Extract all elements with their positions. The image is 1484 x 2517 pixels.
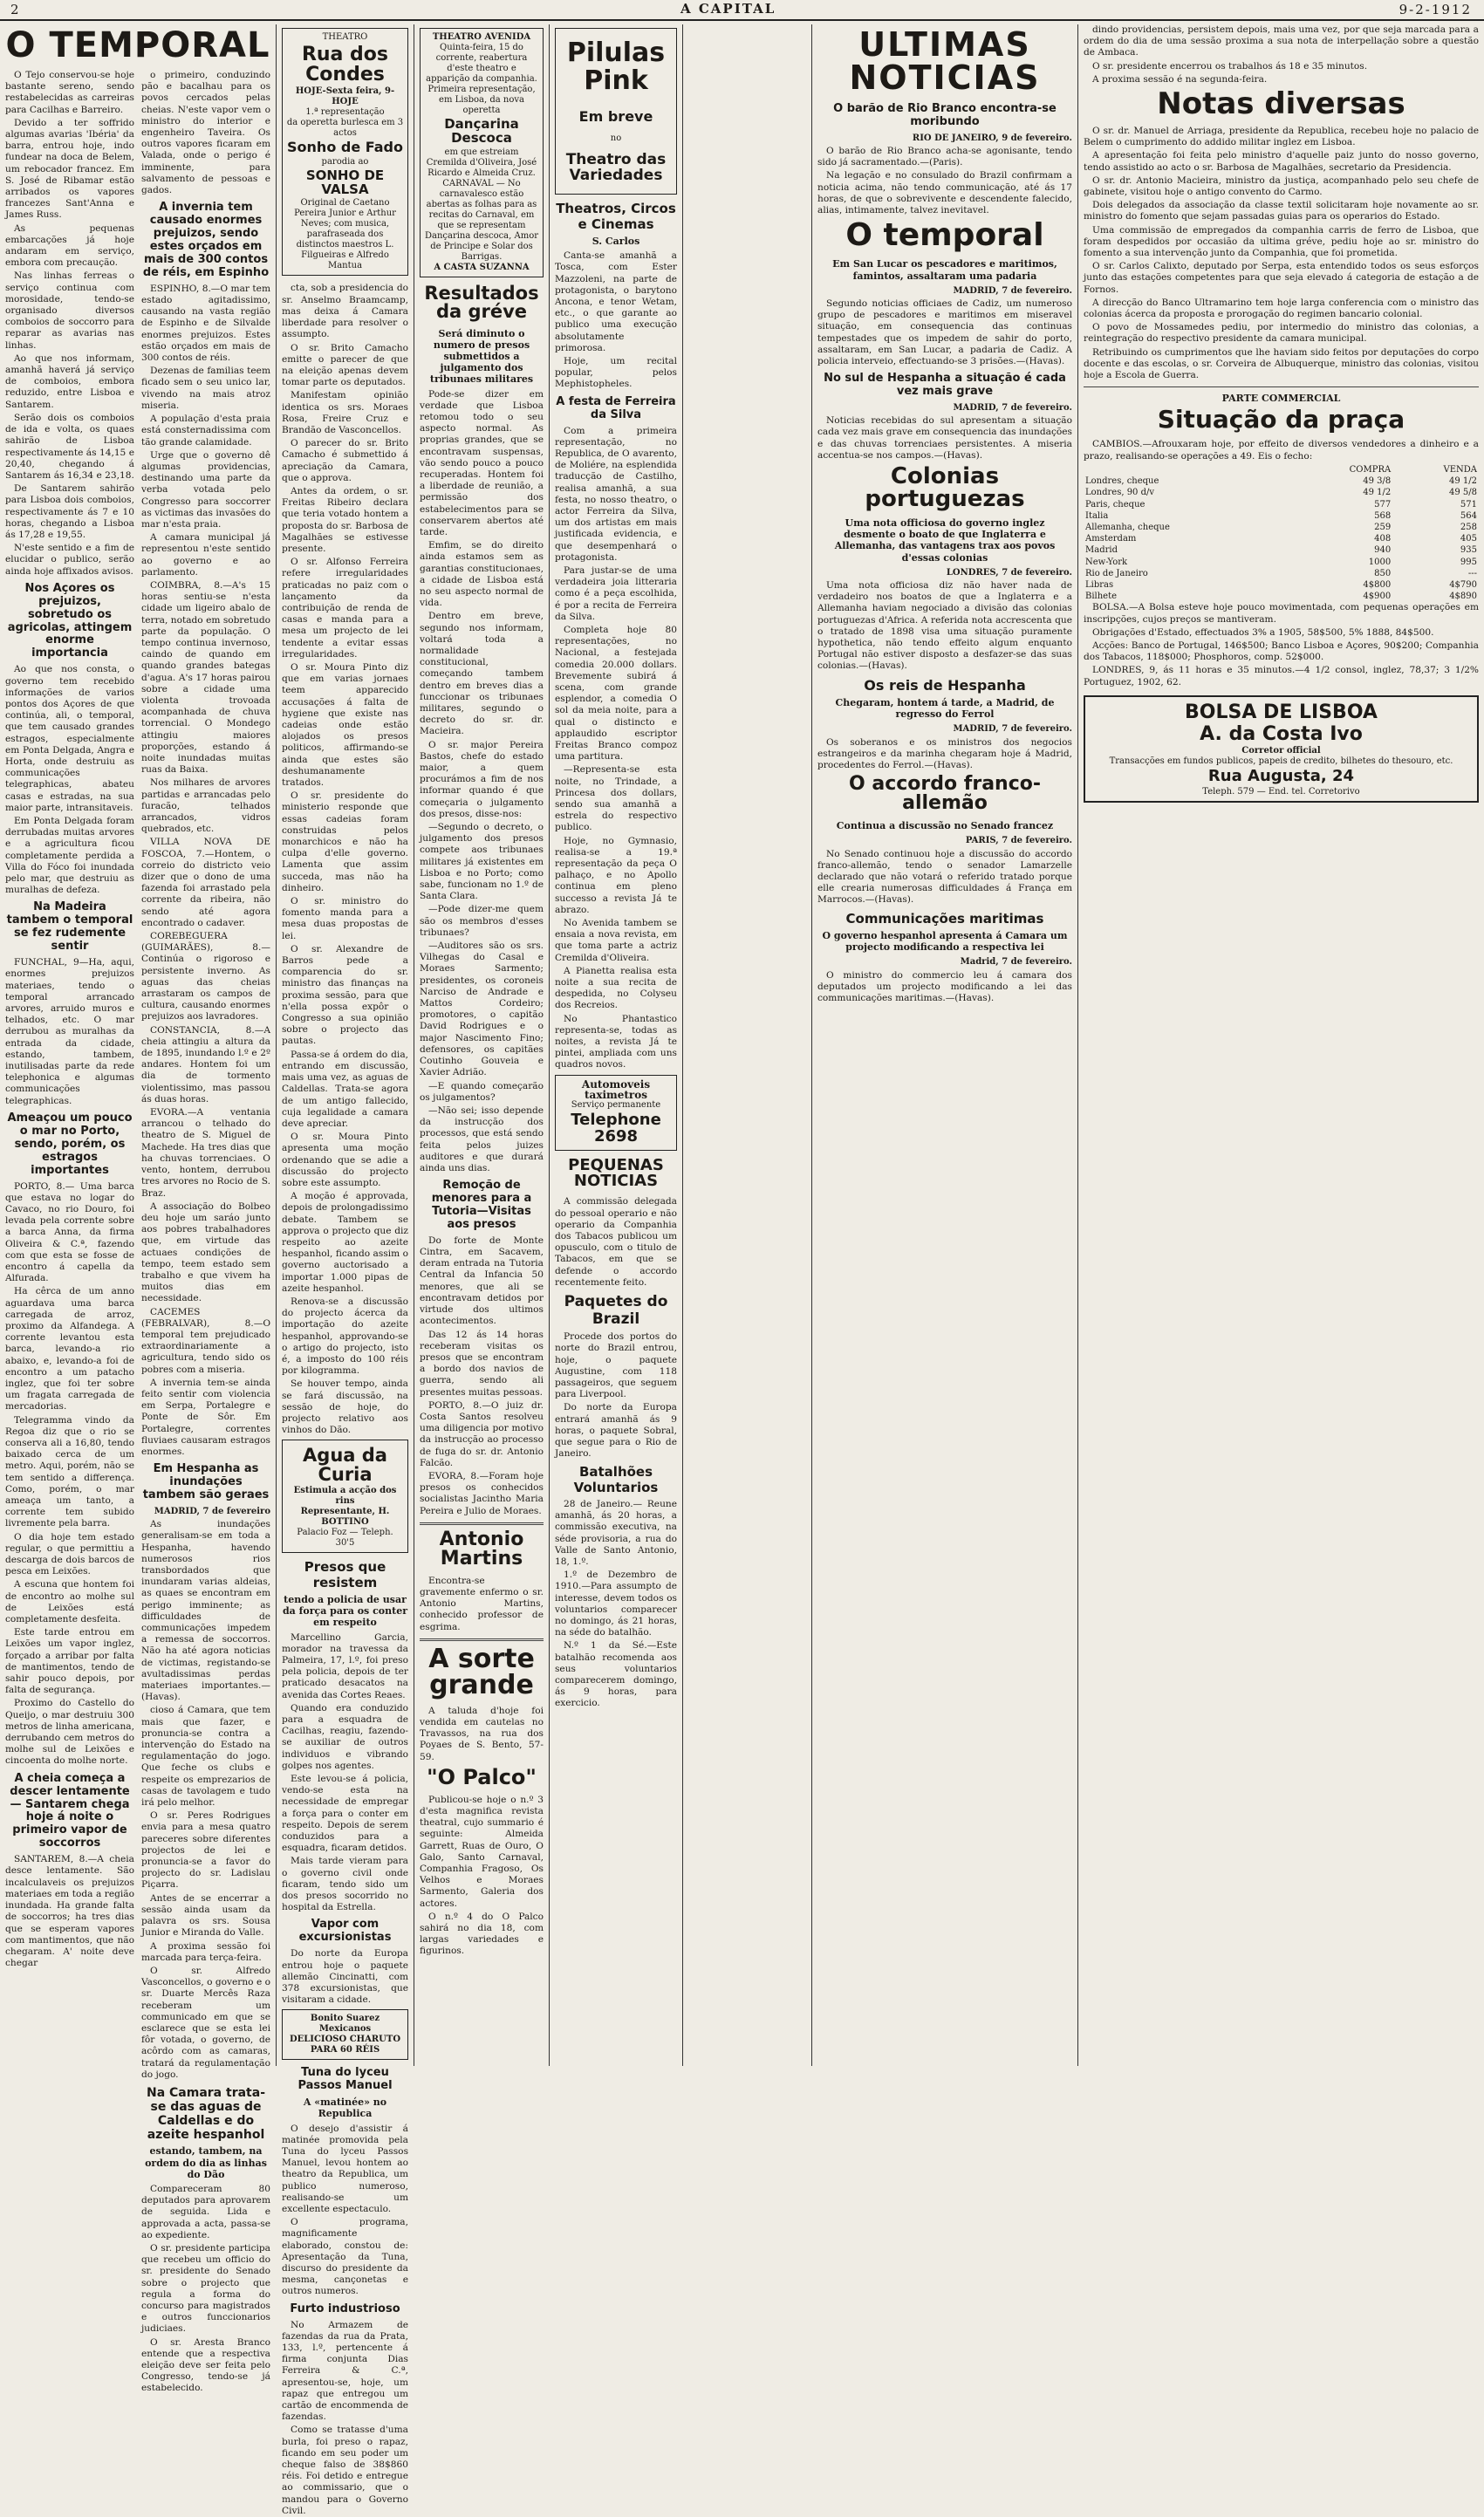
- paragraph: Procede dos portos do norte do Brazil entrou, hoje, o paquete Augustine, com 118 passageiros, que seguem para Liverpool.: [555, 1331, 677, 1400]
- section-subheading: A «matinée» no Republica: [303, 2096, 387, 2120]
- ad-agua-da-curia: [282, 1440, 408, 1553]
- table-cell: 940: [1374, 545, 1392, 556]
- paragraph: Acções: Banco de Portugal, 146$500; Banco Lisboa e Açores, 90$200; Companhia dos Tabacos, 118$000; Phosphoros, comp. 52$000.: [1084, 640, 1479, 663]
- ad-line: Transacções em fundos publicos, papeis de credito, bilhetes do thesouro, etc.: [1109, 756, 1453, 766]
- ad-line: THEATRO AVENIDA: [432, 32, 531, 42]
- ad-title: A. da Costa Ivo: [1200, 722, 1363, 745]
- section-subheading: S. Carlos: [592, 235, 640, 247]
- paragraph: CONSTANCIA, 8.—A cheia attingiu a altura da de 1895, inundando l.º e 2º andares. Hontem foi um dia de tormento violentissimo, mas passou ás duas horas.: [141, 1024, 270, 1105]
- section-heading: A festa de Ferreira da Silva: [556, 394, 676, 421]
- dateline: RIO DE JANEIRO, 9 de fevereiro.: [912, 133, 1072, 143]
- ad-line: Automoveis taximetros: [581, 1077, 651, 1101]
- paragraph: A proxima sessão foi marcada para terça-feira.: [141, 1940, 270, 1963]
- paragraph: O sr. Aresta Branco entende que a respectiva eleição deve ser feita pelo Congresso, tendo-se já estabelecido.: [141, 2336, 270, 2394]
- paragraph: O dia hoje tem estado regular, o que permittiu a descarga de dois barcos de pesca em Leixões.: [5, 1531, 134, 1577]
- table-cell: 405: [1460, 534, 1477, 544]
- paragraph: Manifestam opinião identica os srs. Moraes Rosa, Freire Cruz e Brandão de Vasconcellos.: [282, 390, 408, 435]
- paragraph: A apresentação foi feita pelo ministro d'aquelle paiz junto do nosso governo, tendo assistido ao acto o sr. Barbosa de Magalhães, secretario da Presidencia.: [1084, 150, 1479, 173]
- paragraph: SANTAREM, 8.—A cheia desce lentamente. São incalculaveis os prejuizos materiaes em toda a região inundada. Ha grande falta de soccorros; ha tres dias que se esperam vapores com mantimentos, que não chegaram. A' noite deve chegar: [5, 1854, 134, 1969]
- divider: [420, 1638, 544, 1641]
- paragraph: —Representa-se esta noite, no Trindade, a Princesa dos dollars, sendo sua amanhã a estrela do respectivo publico.: [555, 764, 677, 833]
- section-heading: Nos Açores os prejuizos, sobretudo os agricolas, attingem enorme importancia: [7, 581, 133, 660]
- paragraph: Do norte da Europa entrou hoje o paquete allemão Cincinatti, com 378 excursionistas, que visitaram a cidade.: [282, 1948, 408, 2006]
- page-number: 2: [10, 2, 21, 17]
- ad-line: parodia ao: [321, 156, 369, 167]
- section-heading: Na Camara trata-se das aguas de Caldellas e do azeite hespanhol: [146, 2085, 265, 2143]
- paragraph: A Pianetta realisa esta noite a sua recita de despedida, no Colyseu dos Recreios.: [555, 965, 677, 1011]
- paragraph: Hoje, no Gymnasio, realisa-se a 19.ª representação da peça O palhaço, e no Apollo continua em pleno successo a revista Já te abrazo.: [555, 835, 677, 915]
- ad-line: DELICIOSO CHARUTO PARA 60 RÉIS: [289, 2035, 401, 2055]
- table-cell: 259: [1374, 522, 1392, 532]
- table-cell: 258: [1460, 522, 1477, 532]
- section-heading: Batalhões Voluntarios: [573, 1464, 659, 1495]
- section-heading: Em Hespanha as inundações tambem são geraes: [142, 1462, 270, 1502]
- table-row: [1084, 557, 1479, 568]
- paragraph: Ao que nos informam, amanhã haverá já serviço de comboios, embora reduzido, entre Lisboa e Santarem.: [5, 352, 134, 410]
- ad-line: THEATRO: [322, 32, 368, 42]
- table-cell: Londres, cheque: [1085, 476, 1159, 487]
- table-row: [1084, 522, 1479, 533]
- table-header: COMPRA: [1349, 464, 1392, 475]
- table-cell: Amsterdam: [1085, 534, 1137, 544]
- paragraph: Dentro em breve, segundo nos informam, voltará toda a normalidade constitucional, começando tambem dentro em breves dias a funccionar os tribunaes militares, segundo o decreto do sr. dr. Macieira.: [420, 611, 544, 737]
- paragraph: CAMBIOS.—Afrouxaram hoje, por effeito de diversos vendedores a dinheiro e a prazo, realisando-se operações a 49. Eis o fecho:: [1084, 439, 1479, 462]
- ad-line: CARNAVAL — No carnavalesco estão abertas as folhas para as recitas do Carnaval, em que se representam Dançarina descoca, Amor de Principe e Solar dos Barrigas.: [424, 178, 539, 262]
- paragraph: O sr. ministro do fomento manda para a mesa duas propostas de lei.: [282, 896, 408, 941]
- paragraph: O ministro do commercio leu á camara dos deputados um projecto modificando a lei das communicações maritimas.—(Havas).: [817, 969, 1072, 1003]
- paragraph: Retribuindo os cumprimentos que lhe haviam sido feitos por deputações do corpo docente e das escolas, o sr. Corveira de Albuquerque, ministro das colonias, visitou hoje a Escola de Guerra.: [1084, 346, 1479, 381]
- paragraph: Para justar-se de uma verdadeira joia litteraria como é a peça escolhida, é por a recita de Ferreira da Silva.: [555, 564, 677, 622]
- paragraph: O sr. Peres Rodrigues envia para a mesa quatro pareceres sobre diferentes projectos de lei e pronuncia-se a favor do projecto do sr. Ladislau Piçarra.: [141, 1810, 270, 1891]
- paragraph: Canta-se amanhã a Tosca, com Ester Mazzoleni, na parte de protagonista, o barytono Ancona, e tenor Wetam, etc., o que garante ao publico uma execução absolutamente primorosa.: [555, 250, 677, 353]
- section-heading: Remoção de menores para a Tutoria—Visitas aos presos: [431, 1179, 532, 1231]
- table-cell: 850: [1374, 568, 1392, 578]
- section-subheading: Chegaram, hontem á tarde, a Madrid, de regresso do Ferrol: [835, 697, 1055, 721]
- paragraph: Compareceram 80 deputados para aprovarem de seguida. Lida e approvada a acta, passa-se ao expediente.: [141, 2183, 270, 2240]
- paragraph: LONDRES, 9, ás 11 horas e 35 minutos.—4 1/2 consol, inglez, 78,37; 3 1/2% Portuguez, 1902, 62.: [1084, 665, 1479, 687]
- dateline: PARIS, 7 de fevereiro.: [965, 836, 1072, 846]
- paragraph: EVORA, 8.—Foram hoje presos os conhecidos socialistas Jacintho Maria Pereira e Julio de Moraes.: [420, 1470, 544, 1516]
- issue-date: 9-2-1912: [1399, 2, 1472, 17]
- paragraph: Quando era conduzido para a esquadra de Cacilhas, reagiu, fazendo-se auxiliar de outros individuos e vibrando golpes nos agentes.: [282, 1702, 408, 1771]
- table-cell: Bilhete: [1085, 592, 1118, 602]
- table-cell: 995: [1460, 557, 1477, 567]
- section-heading: No sul de Hespanha a situação é cada vez mais grave: [824, 372, 1066, 399]
- paragraph: Mais tarde vieram para o governo civil onde ficaram, tendo sido um dos presos socorrido no hospital da Estrella.: [282, 1856, 408, 1913]
- section-heading: Vapor com excursionistas: [298, 1918, 392, 1945]
- table-cell: 577: [1374, 499, 1392, 510]
- paragraph: Ao que nos consta, o governo tem recebido informações de varios pontos dos Açores de que continúa, ali, o temporal, que tem causado grandes estragos, especialmente em Ponta Delgada, Angra e Horta, onde destruiu as communicações telegraphicas, abateu casas e estradas, na sua maior parte, intransitaveis.: [5, 664, 134, 813]
- paragraph: A taluda d'hoje foi vendida em cautelas no Travassos, na rua dos Poyaes de S. Bento, 57-59.: [420, 1705, 544, 1762]
- paragraph: Com a primeira representação, no Republica, de O avarento, de Moliére, na esplendida traducção de Castilho, realisa amanhã, a sua festa, no nosso theatro, o actor Ferreira da Silva, um dos artistas em mais justificada evidencia, e que desempenhará o protagonista.: [555, 425, 677, 563]
- paragraph: Do norte da Europa entrará amanhã ás 9 horas, o paquete Sobral, que segue para o Rio de Janeiro.: [555, 1402, 677, 1460]
- article-title: O TEMPORAL: [5, 25, 270, 65]
- table-cell: 408: [1374, 534, 1392, 544]
- table-cell: 571: [1460, 499, 1477, 510]
- section-heading: A cheia começa a descer lentamente — Santarem chega hoje á noite o primeiro vapor de soccorros: [10, 1771, 130, 1850]
- paragraph: Noticias recebidas do sul apresentam a situação cada vez mais grave em consequencia das inundações e das chuvas torrenciaes persistentes. A miseria accentua-se nos campos.—(Havas).: [817, 415, 1072, 461]
- ad-line: A CASTA SUZANNA: [434, 262, 530, 272]
- exchange-table: [1084, 464, 1479, 602]
- ad-line: Teleph. 579 — End. tel. Corretorivo: [1202, 786, 1360, 797]
- table-cell: Rio de Janeiro: [1085, 568, 1148, 578]
- ad-bolsa-de-lisboa: [1084, 695, 1479, 803]
- section-subheading: estando, tambem, na ordem do dia as linhas do Dão: [145, 2145, 267, 2180]
- paragraph: Se houver tempo, ainda se fará discussão, na sessão de hoje, do projecto relativo aos vinhos do Dão.: [282, 1378, 408, 1436]
- ad-title: Rua dos Condes: [301, 44, 389, 86]
- paragraph: —Segundo o decreto, o julgamento dos presos compete aos tribunaes militares já existentes em Lisboa e no Porto; como sabe, funcionam no 1.º de Santa Clara.: [420, 822, 544, 902]
- table-row: [1084, 487, 1479, 498]
- paragraph: O povo de Mossamedes pediu, por intermedio do ministro das colonias, a reintegração do respectivo presidente da camara municipal.: [1084, 322, 1479, 345]
- section-subheading: tendo a policia de usar da força para os conter em respeito: [282, 1593, 407, 1629]
- paragraph: O sr. Moura Pinto apresenta uma moção ordenando que se adie a discussão do projecto sobre este assumpto.: [282, 1132, 408, 1188]
- paragraph: —Auditores são os srs. Vilhegas do Casal e Moraes Sarmento; presidentes, os coroneis Narciso de Andrade e Mattos Cordeiro; promotores, o capitão David Rodrigues e o major Nascimento Fino; defensores, os capitães Coutinho Gouveia e Xavier Adrião.: [420, 940, 544, 1078]
- paragraph: o primeiro, conduzindo pão e bacalhau para os povos cercados pelas cheias. N'este vapor vem o ministro do interior e engenheiro Taveira. Os outros vapores ficaram em Valada, onde o perigo é imminente, para salvamento de pessoas e gados.: [141, 70, 270, 196]
- dateline: Madrid, 7 de fevereiro.: [960, 957, 1072, 968]
- ad-title: Agua da Curia: [303, 1445, 387, 1486]
- section-heading: Presos que resistem: [304, 1559, 386, 1590]
- table-cell: Libras: [1085, 579, 1114, 590]
- ad-line: Estimula a acção dos rins: [293, 1486, 397, 1507]
- table-cell: 564: [1460, 510, 1477, 521]
- paragraph: O programa, magnificamente elaborado, constou de: Apresentação da Tuna, discurso do presidente da mesma, cançonetas e outros numeros.: [282, 2217, 408, 2297]
- paragraph: A proxima sessão é na segunda-feira.: [1092, 73, 1268, 85]
- ad-line: no: [610, 133, 622, 143]
- table-cell: 4$800: [1363, 579, 1392, 590]
- paragraph: ESPINHO, 8.—O mar tem estado agitadissimo, causando na vasta região de Espinho e de Silvalde enormes prejuizos. Estes estão orçados em mais de 300 contos de réis.: [141, 283, 270, 364]
- ad-line: Bonito Suarez Mexicanos: [310, 2014, 380, 2035]
- paragraph: Antes de se encerrar a sessão ainda usam da palavra os srs. Sousa Junior e Miranda do Valle.: [141, 1892, 270, 1939]
- column-3: [277, 24, 414, 2516]
- paragraph: O sr. Brito Camacho emitte o parecer de que na eleição apenas devem tomar parte os deputados.: [282, 342, 408, 388]
- table-cell: 935: [1460, 545, 1477, 556]
- section-heading: O accordo franco-allemão: [849, 773, 1041, 815]
- paragraph: O sr. dr. Antonio Macieira, ministro da justiça, acompanhado pelo seu chefe de gabinete, visitou hoje o antigo convento do Carmo.: [1084, 174, 1479, 198]
- table-header-row: [1084, 464, 1479, 475]
- paragraph: A invernia tem-se ainda feito sentir com violencia em Serpa, Portalegre e Ponte de Sôr. Em Portalegre, correntes fluviaes causaram estragos enormes.: [141, 1377, 270, 1457]
- section-heading: Colonias portuguezas: [865, 463, 1025, 513]
- table-cell: 4$890: [1449, 592, 1477, 602]
- paragraph: —E quando começarão os julgamentos?: [420, 1080, 544, 1103]
- theatre-ad-rua-dos-condes: [282, 28, 408, 276]
- section-heading: Furto industrioso: [290, 2302, 400, 2315]
- masthead: [0, 0, 1484, 21]
- ad-title: Dançarina Descoca: [444, 116, 519, 146]
- section-label: PARTE COMMERCIAL: [1221, 393, 1341, 405]
- dateline: MADRID, 7 de fevereiro.: [953, 285, 1072, 296]
- ad-line: Quinta-feira, 15 do corrente, reabertura d'este theatro e apparição da companhia.: [426, 43, 537, 84]
- section-heading: Theatros, Circos e Cinemas: [556, 201, 676, 232]
- paragraph: Segundo noticias officiaes de Cadiz, um numeroso grupo de pescadores e maritimos em miseravel situação, em consequencia das continuas tempestades que os impedem de sahir do porto, assaltaram, em San Lucar, a padaria de Cadiz. A policia interveio, effectuando-se 3 prisões.—(Havas).: [817, 298, 1072, 366]
- paragraph: No Armazem de fazendas da rua da Prata, 133, l.º, pertencente á firma conjunta Dias Ferreira & C.ª, apresentou-se, hoje, um rapaz que entregou um cartão de encommenda de fazendas.: [282, 2319, 408, 2423]
- ad-line: Palacio Foz — Teleph. 30'5: [297, 1528, 393, 1549]
- paragraph: —Pode dizer-me quem são os membros d'esses tribunaes?: [420, 904, 544, 938]
- paragraph: Dois delegados da associação da classe textil solicitaram hoje novamente ao sr. ministro do fomento que sejam passadas guias para os operarios do Estado.: [1084, 200, 1479, 222]
- paragraph: CACEMES (FEBRALVAR), 8.—O temporal tem prejudicado extraordinariamente a agricultura, tendo sido os pobres com a miseria.: [141, 1306, 270, 1375]
- table-row: [1084, 591, 1479, 602]
- section-subheading: Será diminuto o numero de presos submettidos a julgamento dos tribunaes militares: [429, 327, 534, 386]
- paragraph: O sr. Alfonso Ferreira refere irregularidades praticadas no paiz com o lançamento da contribuição de renda de casas e manda para a mesa um projecto de lei tendente a evitar essas irregularidades.: [282, 557, 408, 660]
- ad-line: em que estreiam Cremilda d'Oliveira, José Ricardo e Almeida Cruz.: [426, 147, 537, 178]
- paragraph: Nas linhas ferreas o serviço continua com morosidade, tendo-se organisado diversos comboios de soccorro para reparar as avarias nas linhas.: [5, 270, 134, 351]
- paragraph: O sr. major Pereira Bastos, chefe do estado maior, a quem procurámos a fim de nos informar quando é que começaria o julgamento dos presos, disse-nos:: [420, 739, 544, 819]
- ad-automoveis: [555, 1075, 677, 1152]
- paragraph: Urge que o governo dê algumas providencias, destinando uma parte da verba votada pelo Congresso para soccorrer as victimas das invasões do mar n'esta praia.: [141, 449, 270, 530]
- ad-title: A sorte grande: [428, 1643, 535, 1700]
- paragraph: Antes da ordem, o sr. Freitas Ribeiro declara que teria votado hontem a proposta do sr. Barbosa de Magalhães se estivesse presente.: [282, 485, 408, 554]
- paragraph: COREBEGUERA (GUIMARÃES), 8.—Continúa o rigoroso e persistente inverno. As aguas das cheias arrastaram os campos de cultura, causando enormes prejuizos aos lavradores.: [141, 931, 270, 1023]
- section-heading: A invernia tem causado enormes prejuizos, sendo estes orçados em mais de 300 contos de réis, em Espinho: [142, 201, 270, 279]
- paragraph: cta, sob a presidencia do sr. Anselmo Braamcamp, mas deixa á Camara liberdade para resolver o assumpto.: [282, 283, 408, 340]
- paragraph: O sr. Alfredo Vasconcellos, o governo e o sr. Duarte Mercês Raza receberam um communicado em que se esclarece que se esta lei fôr votada, o governo, de acôrdo com as camaras, tratará da regulamentação do jogo.: [141, 1965, 270, 2080]
- paragraph: A commissão delegada do pessoal operario e não operario da Companhia dos Tabacos publicou um opusculo, com o titulo de Tabacos, em que se defende o accordo recentemente feito.: [555, 1196, 677, 1288]
- table-cell: New-York: [1085, 557, 1128, 567]
- paragraph: Marcellino Garcia, morador na travessa da Palmeira, 17, l.º, foi preso pela policia, depois de ter praticado desacatos na avenida das Cortes Reaes.: [282, 1631, 408, 1700]
- column-ultimas-noticias: [812, 24, 1077, 2066]
- ad-pilulas-pink: [555, 28, 677, 195]
- table-cell: 568: [1374, 510, 1392, 521]
- table-cell: ---: [1467, 568, 1477, 578]
- paragraph: Emfim, se do direito ainda estamos sem as garantias constitucionaes, a cidade de Lisboa está no seu aspecto normal de vida.: [420, 540, 544, 609]
- ad-line: HOJE-Sexta feira, 9-HOJE: [295, 86, 395, 107]
- paragraph: Hoje, um recital popular, pelos Mephistopheles.: [555, 356, 677, 390]
- paragraph: cioso á Camara, que tem mais que fazer, e pronuncia-se contra a intervenção do Estado na regulamentação do jogo. Que feche os clubs e respeite os emprezarios de casas de tavolagem e tudo irá pelo melhor.: [141, 1705, 270, 1809]
- section-heading: Os reis de Hespanha: [864, 676, 1026, 694]
- dateline: MADRID, 7 de fevereiro.: [953, 724, 1072, 735]
- paragraph: A direcção do Banco Ultramarino tem hoje larga conferencia com o ministro das colonias ácerca da proposta e prorogação do regimen bancario colonial.: [1084, 297, 1479, 320]
- divider: [420, 1522, 544, 1525]
- paragraph: 1.º de Dezembro de 1910.—Para assumpto de interesse, devem todos os voluntarios comparecer no domingo, ás 21 horas, na séde do batalhão.: [555, 1570, 677, 1638]
- section-subheading: Uma nota officiosa do governo inglez desmente o boato de que Inglaterra e Allemanha, das vantagens trax aos povos d'essas colonias: [834, 517, 1056, 564]
- table-cell: Italia: [1085, 510, 1109, 521]
- ad-title: SONHO DE VALSA: [305, 167, 385, 197]
- table-cell: Paris, cheque: [1085, 499, 1145, 510]
- column-5: [550, 24, 682, 2066]
- paragraph: O sr. presidente encerrou os trabalhos ás 18 e 35 minutos.: [1092, 60, 1368, 72]
- ad-line: Primeira representação, em Lisboa, da nova operetta: [427, 85, 536, 115]
- table-cell: 4$900: [1363, 592, 1392, 602]
- ad-line: Original de Caetano Pereira Junior e Arthur Neves; com musica, parafraseada dos distinctos maestros L. Filgueiras e Alfredo Mantua: [294, 198, 396, 271]
- paragraph: Uma nota officiosa diz não haver nada de verdadeiro nos boatos de que a Inglaterra e a Allemanha haviam negociado a divisão das colonias portuguezas d'Africa. A referida nota accrescenta que o tratado de 1898 visa uma situação puramente hypothetica, não tendo effeito algum enquanto Portugal não estiver disposto a desfazer-se das suas colonias.—(Havas).: [817, 580, 1072, 672]
- paragraph: Passa-se á ordem do dia, entrando em discussão, mais uma vez, as aguas de Caldellas. Trata-se agora de um antigo fallecido, cuja legalidade a camara deve apreciar.: [282, 1049, 408, 1129]
- newspaper-name: A CAPITAL: [680, 1, 776, 17]
- paragraph: O desejo d'assistir á matinée promovida pela Tuna do lyceu Passos Manuel, levou hontem ao theatro da Republica, um publico numeroso, realisando-se um excellente espectaculo.: [282, 2123, 408, 2215]
- table-row: [1084, 499, 1479, 510]
- table-cell: 49 1/2: [1449, 476, 1477, 487]
- section-heading: Situação da praça: [1157, 405, 1405, 434]
- paragraph: Dezenas de familias teem ficado sem o seu unico lar, vivendo na mais atroz miseria.: [141, 366, 270, 411]
- column-4: [414, 24, 549, 2066]
- paragraph: FUNCHAL, 9—Ha, aqui, enormes prejuizos materiaes, tendo o temporal arrancado arvores, arruido muros e telhados, etc. O mar derrubou as muralhas da entrada da cidade, estando, tambem, inutilisadas parte da rede telephonica e algumas communicações telegraphicas.: [5, 957, 134, 1106]
- section-heading: O barão de Rio Branco encontra-se moribundo: [833, 102, 1057, 128]
- column-7: [1078, 24, 1484, 2066]
- theatre-ad-avenida: [420, 28, 544, 277]
- section-heading: Na Madeira tambem o temporal se fez rudemente sentir: [6, 900, 133, 954]
- ad-address: Rua Augusta, 24: [1207, 766, 1355, 785]
- two-column-body: [5, 70, 270, 2397]
- paragraph: O parecer do sr. Brito Camacho é submettido á apreciação da Camara, que o approva.: [282, 438, 408, 483]
- section-heading: Paquetes do Brazil: [564, 1293, 668, 1328]
- paragraph: O barão de Rio Branco acha-se agonisante, tendo sido já sacramentado.—(Paris).: [817, 146, 1072, 168]
- subcolumn-left: [5, 70, 134, 2397]
- section-subheading: Em San Lucar os pescadores e maritimos, famintos, assaltaram uma padaria: [832, 258, 1057, 282]
- paragraph: O n.º 4 do O Palco sahirá no dia 18, com largas variedades e figurinos.: [420, 1911, 544, 1957]
- paragraph: 28 de Janeiro.— Reune amanhã, ás 20 horas, a commissão executiva, na séde provisoria, a rua do Valle de Santo Antonio, 18, 1.º.: [555, 1498, 677, 1567]
- table-cell: Londres, 90 d/v: [1085, 488, 1155, 498]
- paragraph: Do forte de Monte Cintra, em Sacavem, deram entrada na Tutoria Central da Infancia 50 menores, que ali se encontravam detidos por virtude dos ultimos acontecimentos.: [420, 1235, 544, 1327]
- table-cell: 49 5/8: [1449, 488, 1477, 498]
- paragraph: PORTO, 8.— Uma barca que estava no logar do Cavaco, no rio Douro, foi levada pela corrente sobre a barca Anna, da firma Oliveira & C.ª, fazendo com que esta se fosse de encontro á capella da Alfurada.: [5, 1180, 134, 1284]
- table-cell: Allemanha, cheque: [1085, 522, 1170, 532]
- paragraph: dindo providencias, persistem depois, mais uma vez, por que seja marcada para a ordem do dia de uma sessão proxima a sua nota de interpellação sobre a questão de Ambaca.: [1084, 24, 1479, 58]
- paragraph: Devido a ter soffrido algumas avarias 'Ibéria' da barra, entrou hoje, indo fundear na doca de Belem, um rebocador francez. Em S. José de Ribamar estão arribados os vapores francezes Sant'Anna e James Russ.: [5, 117, 134, 221]
- column-temporal: [0, 24, 276, 2394]
- paragraph: A moção é approvada, depois de prolongadissimo debate. Tambem se approva o projecto que diz respeito ao azeite hespanhol, ficando assim o governo auctorisado a importar 1.000 pipas de azeite hespanhol.: [282, 1191, 408, 1294]
- section-heading: PEQUENAS NOTICIAS: [568, 1156, 664, 1191]
- paragraph: No Phantastico representa-se, todas as noites, a revista Já te pintei, ampliada com uns quadros novos.: [555, 1013, 677, 1070]
- paragraph: N.º 1 da Sé.—Este batalhão recomenda aos seus voluntarios comparecerem domingo, ás 9 horas, para exercicio.: [555, 1640, 677, 1709]
- section-heading: O temporal: [845, 217, 1044, 254]
- paragraph: COIMBRA, 8.—A's 15 horas sentiu-se n'esta cidade um ligeiro abalo de terra, notado em sobretudo parte da população. O tempo continua invernoso, caindo de quando em quando grandes bategas d'agua. A's 17 horas pairou sobre a cidade uma violenta trovoada acompanhada de chuva torrencial. O Mondego attingiu maiores proporções, estando á noite inundadas muitas ruas da Baixa.: [141, 579, 270, 776]
- ad-line: Serviço permanente: [571, 1099, 661, 1110]
- paragraph: Publicou-se hoje o n.º 3 d'esta magnifica revista theatral, cujo summario é seguinte: Almeida Garrett, Ruas de Ouro, O Galo, Santo Carnaval, Companhia Fragoso, Os Velhos e Moraes Sarmento, Galeria dos actores.: [420, 1794, 544, 1909]
- paragraph: Encontra-se gravemente enfermo o sr. Antonio Martins, conhecido professor de esgrima.: [420, 1575, 544, 1632]
- table-row: [1084, 544, 1479, 556]
- paragraph: Na legação e no consulado do Brazil confirmam a noticia acima, não tendo communicação, até ás 17 horas, de que o sobrevivente e descendente falecido, alias, intimamente, talvez inevitavel.: [817, 170, 1072, 216]
- divider: [1084, 386, 1479, 387]
- paragraph: Renova-se a discussão do projecto ácerca da importação do azeite hespanhol, approvando-se o artigo do projecto, isto é, a imposto do 100 réis por kilogramma.: [282, 1296, 408, 1377]
- paragraph: Proximo do Castello do Queijo, o mar destruiu 300 metros de linha americana, derrubando cem metros do molhe sul de Leixões e cincoenta do molhe norte.: [5, 1698, 134, 1767]
- paragraph: Pode-se dizer em verdade que Lisboa retomou todo o seu aspecto normal. As proprias grandes, que se encontravam suspensas, vão sendo pouco a pouco recuperadas. Hontem foi a liberdade de reunião, a permissão dos estabelecimentos para se conservarem abertos até tarde.: [420, 388, 544, 537]
- dateline: MADRID, 7 de fevereiro.: [953, 403, 1072, 413]
- paragraph: No Avenida tambem se ensaia a nova revista, em que toma parte a actriz Cremilda d'Oliveira.: [555, 918, 677, 963]
- table-cell: 49 3/8: [1363, 476, 1392, 487]
- section-heading: "O Palco": [427, 1764, 537, 1789]
- ad-line: Em breve: [578, 108, 653, 125]
- ad-line: Theatro das Variedades: [565, 150, 667, 184]
- paragraph: A população d'esta praia está consternadissima com tão grande calamidade.: [141, 414, 270, 448]
- paragraph: O sr. Alexandre de Barros pede a comparencia do sr. ministro das finanças na proxima sessão, para que n'ella possa expôr o Congresso a sua opinião sobre o projecto das pautas.: [282, 943, 408, 1047]
- paragraph: O sr. dr. Manuel de Arriaga, presidente da Republica, recebeu hoje no palacio de Belem o cumprimento do addido militar inglez em Lisboa.: [1084, 126, 1479, 148]
- paragraph: O sr. Carlos Calixto, deputado por Serpa, esta entendido todos os seus esforços junto das estações competentes para que seja elevado á categoria de estação a de Fornos.: [1084, 261, 1479, 295]
- dateline: MADRID, 7 de fevereiro: [154, 1506, 270, 1516]
- ad-line: Representante, H. BOTTINO: [300, 1507, 390, 1528]
- table-row: [1084, 533, 1479, 544]
- paragraph: No Senado continuou hoje a discussão do accordo franco-allemão, tendo o senador Lamarzelle declarado que não votará o referido tratado porque elle crearia numerosas difficuldades á França em Marrocos.—(Havas).: [817, 848, 1072, 906]
- ad-title: Antonio Martins: [439, 1528, 524, 1570]
- ad-title: BOLSA DE LISBOA: [1185, 701, 1378, 723]
- paragraph: VILLA NOVA DE FOSCOA, 7.—Hontem, o correio do districto veio dizer que o dono de uma fazenda foi arrastado pela corrente da ribeira, não sendo até agora encontrado o cadaver.: [141, 837, 270, 928]
- paragraph: PORTO, 8.—O juiz dr. Costa Santos resolveu uma diligencia por motivo da instrucção ao processo de fuga do sr. dr. Antonio Falcão.: [420, 1399, 544, 1468]
- paragraph: BOLSA.—A Bolsa esteve hoje pouco movimentada, com pequenas operações em inscripções, cujos preços se mantiveram.: [1084, 602, 1479, 625]
- paragraph: As pequenas embarcações já hoje andaram em serviço, embora com precaução.: [5, 222, 134, 269]
- table-header: [1084, 464, 1288, 475]
- paragraph: —Não sei; isso depende da instrucção dos processos, que está sendo feita pelos juizes auditores e que durará ainda uns dias.: [420, 1105, 544, 1173]
- table-row: [1084, 579, 1479, 591]
- paragraph: Das 12 ás 14 horas receberam visitas os presos que se encontram a bordo dos navios de guerra, sendo ali presentes muitas pessoas.: [420, 1329, 544, 1398]
- paragraph: Completa hoje 80 representações, no Nacional, a festejada comedia 20.000 dollars. Brevemente subirá á scena, com grande esplendor, a comedia O sol da meia noite, para a qual o distincto e applaudido escriptor Freitas Branco compoz uma partitura.: [555, 624, 677, 763]
- column-rule: [682, 24, 683, 2066]
- paragraph: A associação do Bolbeo deu hoje um saráo junto aos pobres trabalhadores que, em virtude das actuaes condições de tempo, teem estado sem trabalho e que vivem ha muitos dias em necessidade.: [141, 1200, 270, 1304]
- ad-title: Pilulas Pink: [566, 38, 666, 96]
- dateline: LONDRES, 7 de fevereiro.: [946, 567, 1072, 578]
- table-row: [1084, 475, 1479, 487]
- ad-cigars: [282, 2009, 408, 2060]
- paragraph: Telegramma vindo da Regoa diz que o rio se conserva ali a 16,80, tendo baixado cerca de um metro. Aqui, porém, não se tem sentido a differença. Como, porém, o mar ameaça um tanto, a corrente tem subido livremente pela barra.: [5, 1414, 134, 1529]
- paragraph: O sr. Moura Pinto diz que em varias jornaes teem apparecido accusações á falta de hygiene que existe nas cadeias onde estão alojados os presos politicos, affirmando-se ainda que estes são deshumanamente tratados.: [282, 661, 408, 789]
- section-heading: Tuna do lyceu Passos Manuel: [297, 2066, 393, 2093]
- paragraph: O sr. presidente do ministerio responde que essas cadeias foram construidas pelos monarchicos e não ha culpa d'elle governo. Lamenta que assim succeda, mas não ha dinheiro.: [282, 790, 408, 893]
- paragraph: Este levou-se á policia, vendo-se esta na necessidade de empregar a força para o conter em respeito. Depois de serem conduzidos para a esquadra, ficaram detidos.: [282, 1774, 408, 1854]
- ad-line: 1.ª representação: [305, 107, 385, 118]
- table-cell: 49 1/2: [1363, 488, 1392, 498]
- section-heading: Ameaçou um pouco o mar no Porto, sendo, porém, os estragos importantes: [7, 1111, 133, 1177]
- paragraph: Obrigações d'Estado, effectuados 3% a 1905, 58$500, 5% 1888, 84$500.: [1092, 626, 1434, 638]
- table-cell: Madrid: [1085, 545, 1118, 556]
- paragraph: EVORA.—A ventania arrancou o telhado do theatro de S. Miguel de Machede. Ha tres dias que ha chuvas torrenciaes. O vento, hontem, derrubou tres arvores no Rocio de S. Braz.: [141, 1107, 270, 1199]
- table-cell: 1000: [1368, 557, 1392, 567]
- paragraph: A camara municipal já representou n'este sentido ao governo e ao parlamento.: [141, 532, 270, 578]
- paragraph: N'este sentido e a fim de elucidar o publico, serão ainda hoje affixados avisos.: [5, 543, 134, 577]
- ad-phone: Telephone 2698: [571, 1110, 661, 1146]
- paragraph: O sr. presidente participa que recebeu um officio do sr. presidente do Senado sobre o projecto que regula a forma do concurso para magistrados e outros funccionarios judiciaes.: [141, 2242, 270, 2335]
- paragraph: A escuna que hontem foi de encontro ao molhe sul de Leixões está completamente desfeita.: [5, 1579, 134, 1625]
- paragraph: O Tejo conservou-se hoje bastante sereno, sendo restabelecidas as carreiras para Cacilhas e Barreiro.: [5, 70, 134, 115]
- paragraph: Em Ponta Delgada foram derrubadas muitas arvores e a agricultura ficou completamente perdida a Villa do Fóco foi inundada pelo mar, que destruiu as muralhas de defeza.: [5, 816, 134, 896]
- subcolumn-right: [141, 70, 270, 2397]
- paragraph: Ha cêrca de um anno aguardava uma barca carregada de arroz, proximo da Alfandega. A corrente levantou esta barca, levando-a rio abaixo, e, levando-a foi de encontro a um patacho inglez, que foi ter sobre um fragata carregada de mercadorias.: [5, 1286, 134, 1412]
- ad-title: Sonho de Fado: [287, 139, 403, 156]
- section-heading: Notas diversas: [1157, 86, 1405, 122]
- paragraph: Como se tratasse d'uma burla, foi preso o rapaz, ficando em seu poder um cheque falso de 38$860 réis. Foi detido e entregue ao commissario, que o mandou para o Governo Civil.: [282, 2425, 408, 2516]
- table-row: [1084, 568, 1479, 579]
- paragraph: Serão dois os comboios de ida e volta, os quaes sahirão de Lisboa respectivamente ás 14,15 e 20,40, chegando á Santarem ás 16,34 e 23,18.: [5, 412, 134, 481]
- article-title: Resultados da gréve: [424, 282, 539, 322]
- table-header: VENDA: [1443, 464, 1477, 475]
- section-subheading: Continua a discussão no Senado francez: [836, 820, 1054, 832]
- paragraph: Os soberanos e os ministros dos negocios estrangeiros e da marinha chegaram hoje á Madrid, procedentes do Ferrol.—(Havas).: [817, 736, 1072, 771]
- paragraph: Uma commissão de empregados da companhia carris de ferro de Lisboa, que foram despedidos por occasião da ultima gréve, pediu hoje ao sr. ministro do fomento a sua intervenção junto da Companhia, que foi prometida.: [1084, 224, 1479, 259]
- ad-line: da operetta burlesca em 3 actos: [286, 118, 404, 139]
- ad-line: Corretor official: [1241, 745, 1321, 756]
- section-heading: Communicações maritimas: [845, 910, 1044, 927]
- paragraph: Nos milhares de arvores partidas e arrancadas pelo furacão, telhados arrancados, vidros quebrados, etc.: [141, 777, 270, 835]
- section-title: ULTIMAS NOTICIAS: [849, 25, 1041, 97]
- paragraph: As inundações generalisam-se em toda a Hespanha, havendo numerosos rios transbordados que inundaram varias aldeias, as quaes se encontram em perigo imminente; as difficuldades de communicações impedem a remessa de soccorros. Não ha até agora noticias de victimas, registando-se avultadissimas perdas materiaes importantes.—(Havas).: [141, 1519, 270, 1703]
- table-row: [1084, 510, 1479, 522]
- paragraph: De Santarem sahirão para Lisboa dois comboios, respectivamente ás 7 e 10 horas, chegando a Lisboa ás 17,28 e 19,55.: [5, 483, 134, 540]
- paragraph: Este tarde entrou em Leixões um vapor inglez, forçado a arribar por falta de mantimentos, tendo de sahir pouco depois, por falta de segurança.: [5, 1627, 134, 1696]
- table-cell: 4$790: [1449, 579, 1477, 590]
- section-subheading: O governo hespanhol apresenta á Camara um projecto modificando a respectiva lei: [822, 929, 1068, 954]
